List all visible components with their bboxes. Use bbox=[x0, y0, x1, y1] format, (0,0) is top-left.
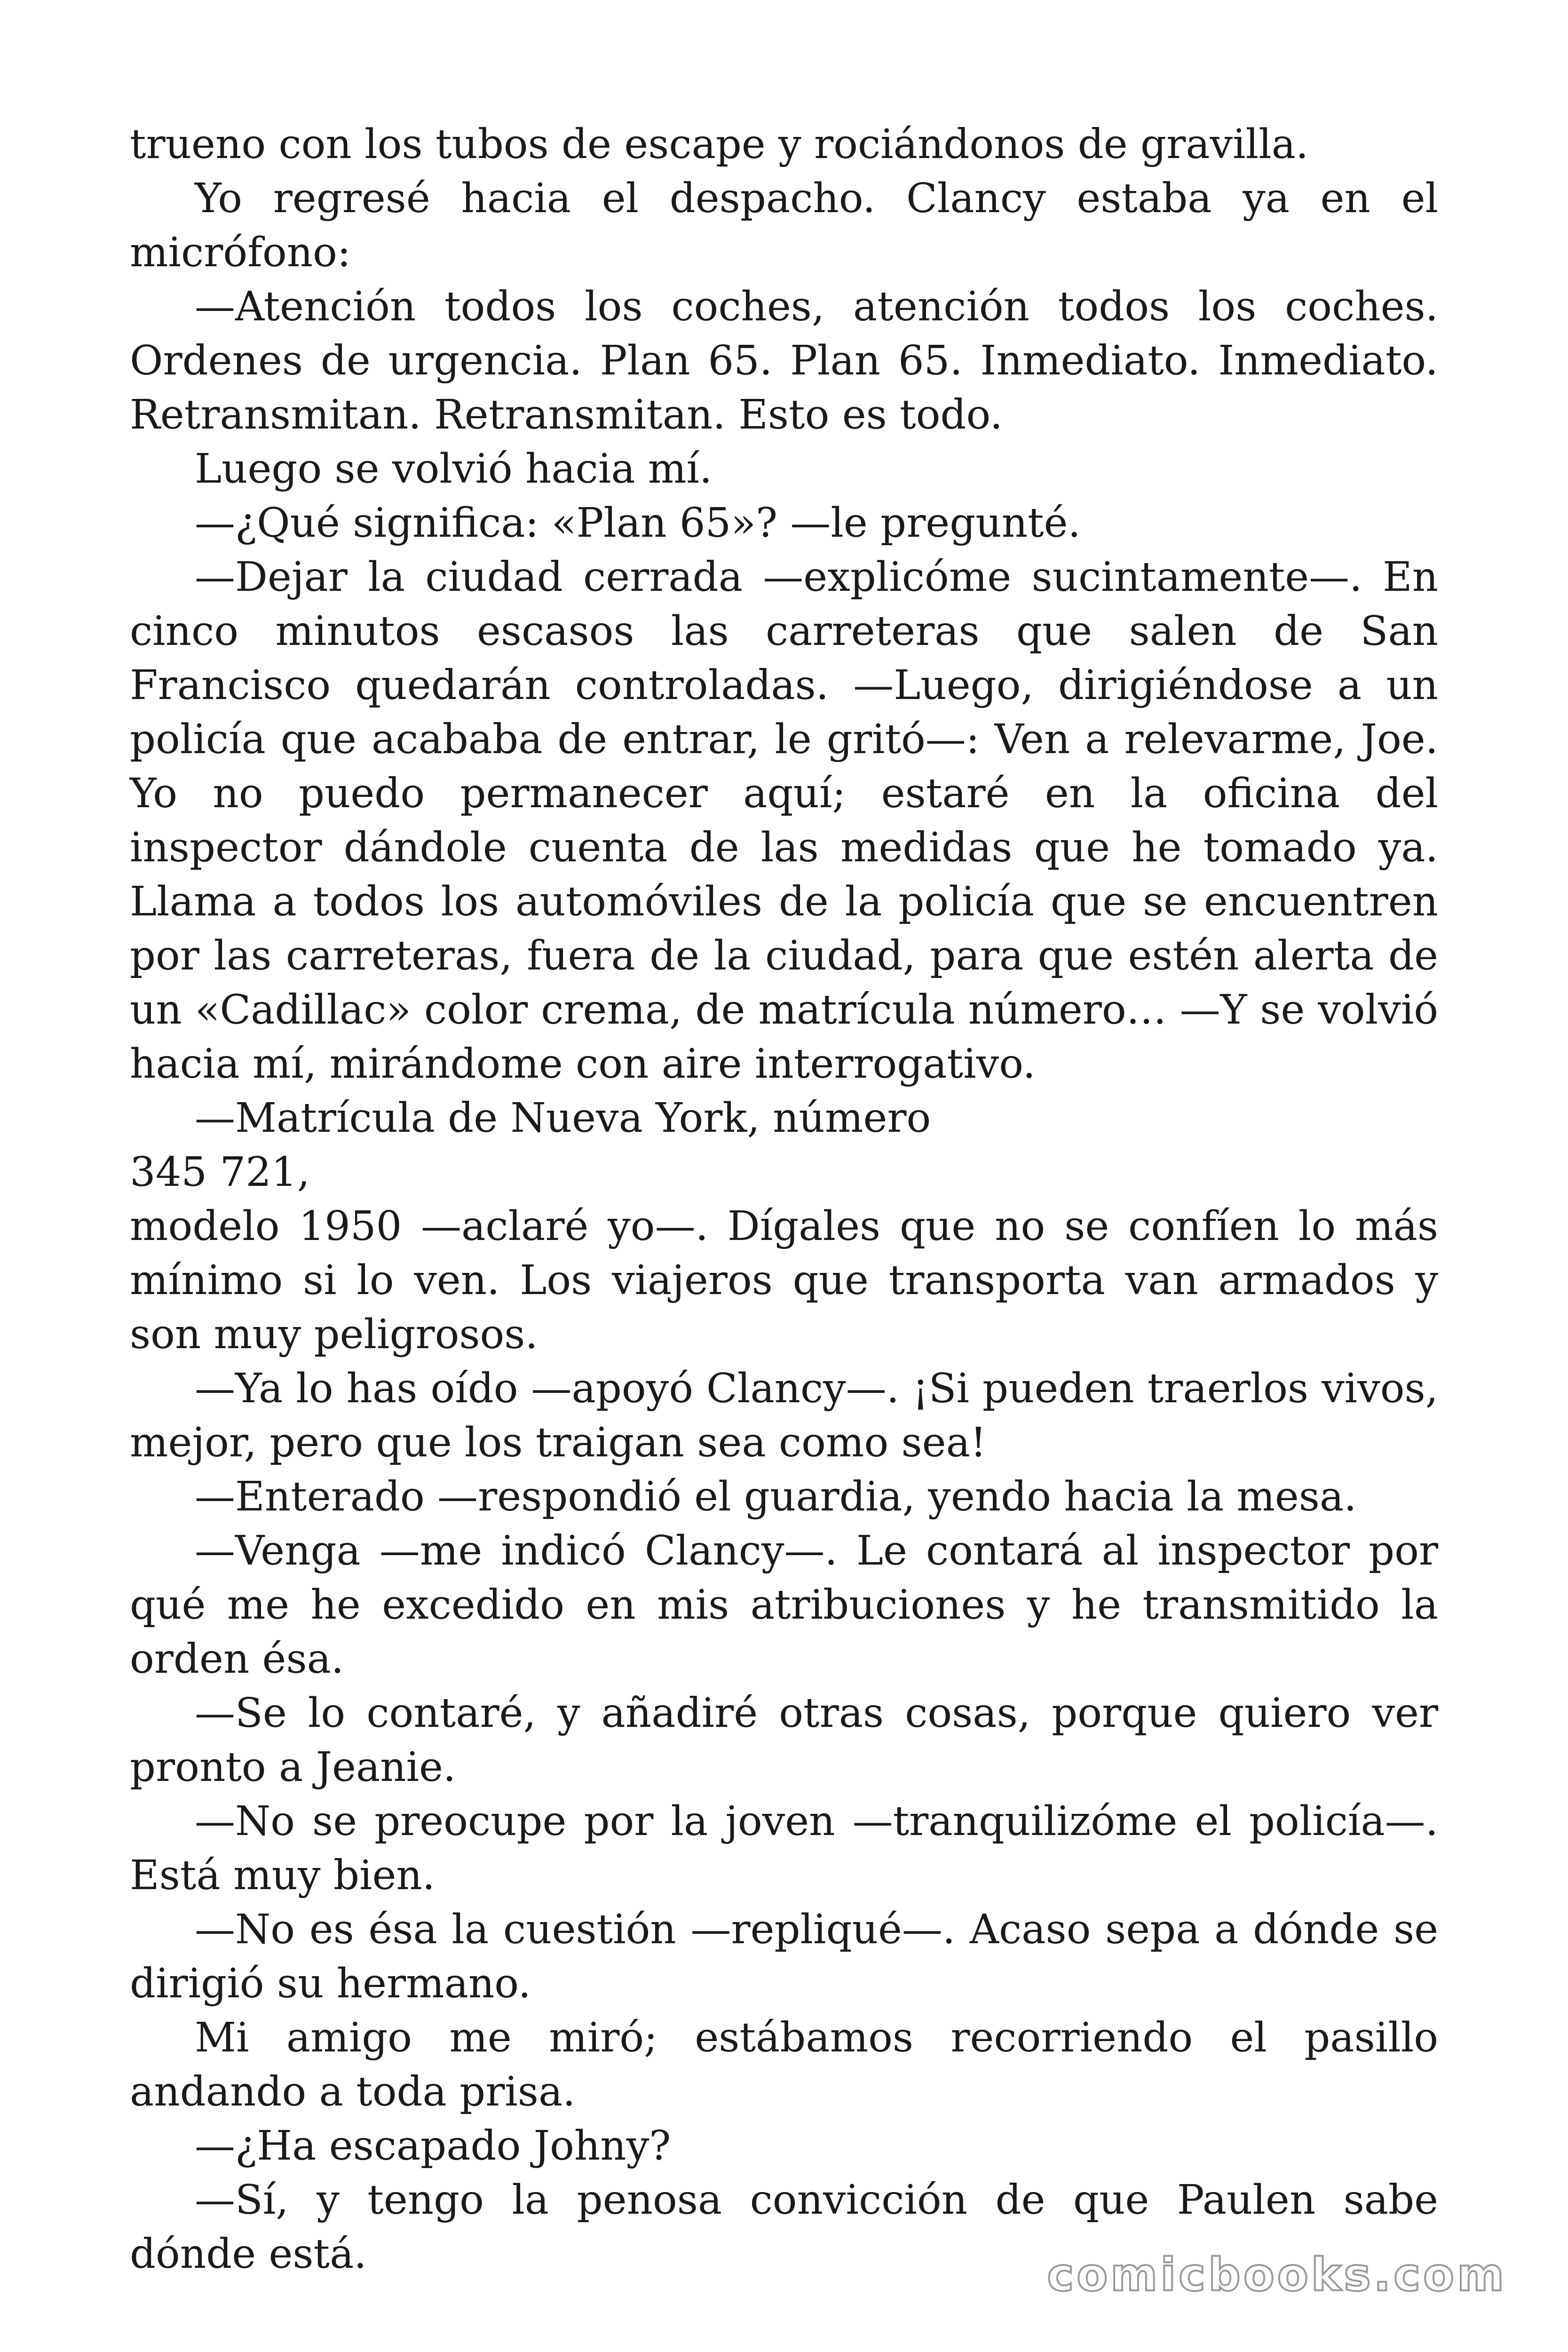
paragraph-fragment: 345 721, bbox=[130, 1149, 310, 1196]
paragraph-dialogue: —Enterado —respondió el guardia, yendo hacia la mesa. bbox=[195, 1473, 1357, 1520]
paragraph: Luego se volvió hacia mí. bbox=[195, 445, 713, 493]
paragraph-fragment: modelo 1950 —aclaré yo—. Dígales que no se confíen lo más mínimo si lo ven. Los viajeros que transporta van armados y son muy peligrosos. bbox=[130, 1203, 1438, 1358]
paragraph: Yo regresé hacia el despacho. Clancy estaba ya en el micrófono: bbox=[130, 175, 1438, 276]
watermark-logo: comicbooks.com bbox=[1047, 2249, 1507, 2301]
paragraph: Mi amigo me miró; estábamos recorriendo el pasillo andando a toda prisa. bbox=[130, 2014, 1438, 2115]
paragraph-dialogue: —Atención todos los coches, atención todos los coches. Ordenes de urgencia. Plan 65. Plan 65. Inmediato. Inmediato. Retransmitan. Retransmitan. Esto es todo. bbox=[130, 283, 1438, 438]
paragraph-dialogue: —Sí, y tengo la penosa convicción de que Paulen sabe dónde está. bbox=[130, 2177, 1438, 2278]
paragraph-dialogue: —Matrícula de Nueva York, número bbox=[195, 1095, 931, 1142]
paragraph-dialogue: —Ya lo has oído —apoyó Clancy—. ¡Si pueden traerlos vivos, mejor, pero que los traigan sea como sea! bbox=[130, 1365, 1438, 1466]
paragraph-dialogue: —Se lo contaré, y añadiré otras cosas, porque quiero ver pronto a Jeanie. bbox=[130, 1690, 1438, 1791]
paragraph-dialogue: —Dejar la ciudad cerrada —explicóme sucintamente—. En cinco minutos escasos las carreteras que salen de San Francisco quedarán controladas. —Luego, dirigiéndose a un policía que acababa de entrar, le gritó—: Ven a relevarme, Joe. Yo no puedo permanecer aquí; estaré en la oficina del inspector dándole cuenta de las medidas que he tomado ya. Llama a todos los automóviles de la policía que se encuentren por las carreteras, fuera de la ciudad, para que estén alerta de un «Cadillac» color crema, de matrícula número… —Y se volvió hacia mí, mirándome con aire interrogativo. bbox=[130, 554, 1438, 1088]
paragraph-dialogue: —¿Qué significa: «Plan 65»? —le pregunté. bbox=[195, 500, 1081, 547]
paragraph-dialogue: —¿Ha escapado Johny? bbox=[195, 2122, 671, 2169]
paragraph-dialogue: —Venga —me indicó Clancy—. Le contará al inspector por qué me he excedido en mis atribuciones y he transmitido la orden ésa. bbox=[130, 1527, 1438, 1683]
paragraph-continuation: trueno con los tubos de escape y rociándonos de gravilla. bbox=[130, 121, 1309, 168]
paragraph-dialogue: —No se preocupe por la joven —tranquilizóme el policía—. Está muy bien. bbox=[130, 1798, 1438, 1899]
paragraph-dialogue: —No es ésa la cuestión —repliqué—. Acaso sepa a dónde se dirigió su hermano. bbox=[130, 1906, 1438, 2007]
book-page-text bbox=[130, 118, 1438, 2281]
